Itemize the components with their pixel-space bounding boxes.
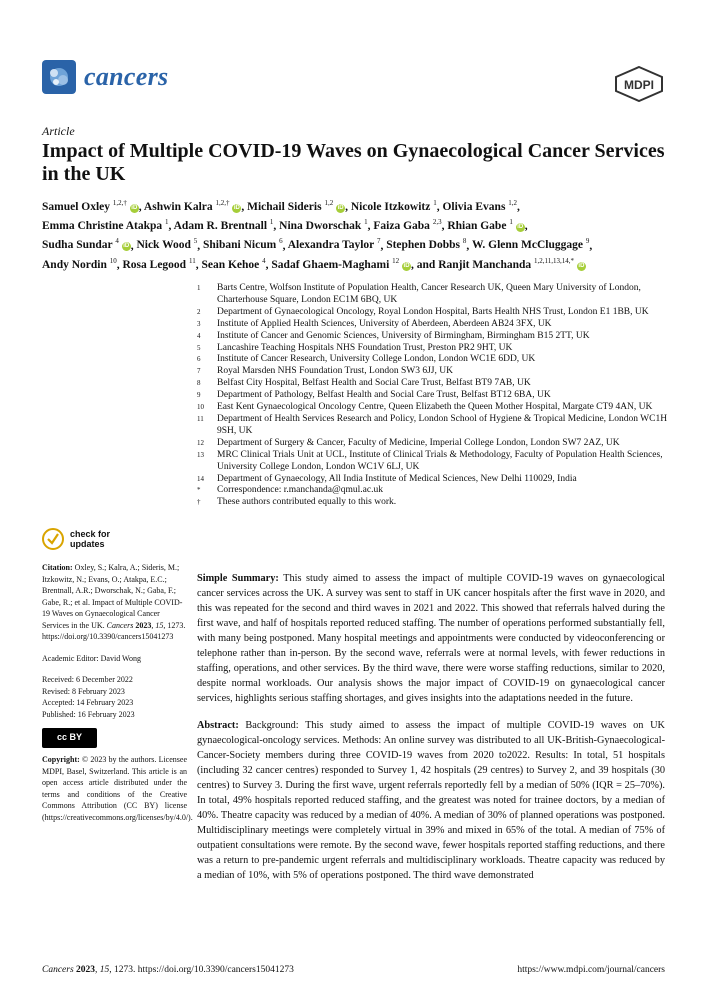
affiliation-number: 3: [197, 319, 201, 328]
affiliation-item: [197, 485, 677, 497]
author-affiliation-ref: 12: [392, 256, 400, 265]
author-name[interactable]: and Ranjit Manchanda $^{1,2,11,13,14,*}$: [416, 256, 575, 271]
affiliation-text: Lancashire Teaching Hospitals NHS Foundation Trust, Preston PR2 9HT, UK: [217, 342, 513, 353]
author-affiliation-ref: 1,2: [324, 199, 334, 207]
main-text: [197, 571, 665, 895]
author-affiliation-ref: 1: [269, 218, 274, 227]
affiliation-number: 13: [197, 450, 204, 459]
affiliation-text: Correspondence: r.manchanda@qmul.ac.uk: [217, 485, 383, 496]
author-name[interactable]: Sean Kehoe $^4$: [201, 256, 266, 271]
author-name[interactable]: Rosa Legood $^{11}$: [122, 256, 196, 271]
affiliation-text: Institute of Cancer and Genomic Sciences, University of Birmingham, Birmingham B15 2TT, UK: [217, 330, 590, 341]
affiliation-item: [197, 402, 677, 414]
author-affiliation-ref: 9: [585, 237, 590, 246]
affiliation-text: Barts Centre, Wolfson Institute of Population Health, Cancer Research UK, Queen Mary University of London, Charterhouse Square, London EC1M 6BQ, UK: [217, 283, 641, 305]
author-name[interactable]: Olivia Evans $^{1,2}$: [442, 199, 518, 213]
author-name[interactable]: Ashwin Kalra $^{1,2,\dagger}$: [143, 199, 230, 213]
simple-summary: Simple Summary: This study aimed to assess the impact of multiple COVID-19 waves on gynaecological cancer services across the UK. A survey was sent to staff in UK cancer hospitals after the first wave in 2020, and this was repeated for the second and third waves in 2021 and 2022. This showed that referrals halved during the first wave, and half of hospitals reported reduced staffing. The number of operations performed substantially fell, with many being postponed. Many hospital meetings and appointments were conducted by videoconferencing or telephone rather than in-person. By the second wave, referrals were at normal levels, with fewer reductions in staffing, operations, and other services. By the third wave, there were worse staffing reductions, similar to 2020, despite normal workloads. Our analysis shows the major impact of COVID-19 on gynaecological cancer services, highlights serious staffing shortages, and gives insights into the adaptations needed in the future.: [197, 573, 665, 704]
affiliation-item: [197, 438, 677, 450]
article-type: Article: [42, 124, 75, 138]
affiliation-number: 5: [197, 343, 201, 352]
received-date: Received: 6 December 2022: [42, 675, 133, 684]
affiliation-number: 2: [197, 307, 201, 316]
author-affiliation-ref: 11: [188, 256, 196, 265]
author-line: Emma Christine Atakpa $^1$, Adam R. Brentnall $^1$, Nina Dworschak $^1$, Faiza Gaba $^{2,3}$, Rhian Gabe $^1$ iD ,: [42, 218, 528, 233]
author-name[interactable]: Nicole Itzkowitz $^1$: [350, 199, 437, 213]
revised-date: Revised: 8 February 2023: [42, 686, 125, 696]
affiliation-item: [197, 474, 677, 486]
accepted-date: Accepted: 14 February 2023: [42, 698, 134, 707]
author-name[interactable]: Emma Christine Atakpa $^1$: [42, 218, 169, 233]
orcid-icon[interactable]: iD: [517, 224, 524, 231]
author-name[interactable]: Sadaf Ghaem-Maghami $^{12}$: [271, 256, 400, 271]
affiliation-number: 7: [197, 367, 201, 376]
author-name[interactable]: Sudha Sundar $^4$: [42, 237, 119, 252]
author-line: Samuel Oxley $^{1,2,\dagger}$ iD , Ashwin Kalra $^{1,2,\dagger}$ iD , Michail Sideris $^{1,2}$ iD , Nicole Itzkowitz $^1$, Olivia Evans $^{1,2}$,: [42, 199, 520, 213]
author-name[interactable]: Rhian Gabe $^1$: [447, 218, 513, 233]
abstract: Abstract: Background: This study aimed to assess the impact of multiple COVID-19 waves on UK gynaecological-oncology services. Methods: An online survey was distributed to all UK-British-Gynaecological-Cancer-Society members during three COVID-19 waves from 2020 to2022. Results: In total, 51 hospitals (including 32 cancer centres) responded to Survey 1, 42 hospitals (29 centres) to Survey 2, and 39 hospitals (30 centres) to Survey 3. During the first wave, urgent referrals reportedly fell by a median of 50% (IQR = 25–70%). In total, 49% hospitals reported reduced staffing, and the greatest was noted for trainee doctors, by a median of 40%. Theatre capacity was reduced by a median of 40%. A median of 30% of planned operations was postponed. Multidisciplinary meetings were completely virtual in 39% and mixed in 65% of the total. A median of 75% of outpatient consultations were remote. By the second wave, fewer hospitals reported staffing reductions, and there was a return to pre-pandemic urgent referrals and multidisciplinary workloads. Theatre capacity was reduced by a median of 10%, with 5% of operations postponed. The third wave demonstrated: [197, 720, 665, 881]
affiliation-text: Belfast City Hospital, Belfast Health and Social Care Trust, Belfast BT9 7AB, UK: [217, 378, 531, 389]
affiliation-number: 1: [197, 284, 201, 292]
affiliation-text: These authors contributed equally to this work.: [217, 497, 397, 508]
author-affiliation-ref: 5: [193, 237, 198, 246]
check-for-updates-button[interactable]: [42, 528, 187, 550]
journal-url[interactable]: https://www.mdpi.com/journal/cancers: [517, 965, 665, 975]
copyright-notice: Copyright: © 2023 by the authors. Licensee MDPI, Basel, Switzerland. This article is an open access article distributed under the terms and conditions of the Creative Commons Attribution (CC BY) license (https://creativecommons.org/licenses/by/4.0/).: [42, 755, 193, 822]
cancers-logo-icon: [42, 60, 76, 94]
affiliation-text: Department of Gynaecology, All India Institute of Medical Sciences, New Delhi 110029, India: [217, 473, 577, 484]
affiliation-text: Department of Gynaecological Oncology, Royal London Hospital, Barts Health NHS Trust, London E1 1BB, UK: [217, 306, 649, 317]
orcid-icon[interactable]: iD: [233, 204, 240, 211]
check-updates-icon: [42, 528, 64, 550]
affiliation-number: 4: [197, 331, 201, 340]
journal-logo[interactable]: [42, 60, 168, 94]
check-updates-label: check for updates: [70, 529, 111, 549]
author-name[interactable]: Stephen Dobbs $^8$: [386, 237, 467, 252]
author-name[interactable]: Faiza Gaba $^{2,3}$: [373, 218, 442, 233]
orcid-icon[interactable]: iD: [403, 262, 410, 269]
mdpi-logo[interactable]: [614, 66, 664, 102]
affiliation-text: East Kent Gynaecological Oncology Centre, Queen Elizabeth the Queen Mother Hospital, Margate CT9 4AN, UK: [217, 402, 653, 413]
author-affiliation-ref: 1: [165, 218, 169, 227]
author-affiliation-ref: 6: [279, 237, 283, 246]
author-name[interactable]: Alexandra Taylor $^7$: [287, 237, 381, 252]
publisher-name: MDPI: [624, 78, 654, 92]
orcid-icon[interactable]: iD: [131, 204, 138, 211]
author-affiliation-ref: 1,2,11,13,14,*: [534, 256, 575, 265]
author-name[interactable]: Nina Dworschak $^1$: [279, 218, 368, 233]
orcid-icon[interactable]: iD: [578, 262, 585, 269]
author-affiliation-ref: 4: [115, 237, 119, 246]
author-affiliation-ref: 1,2,†: [112, 199, 127, 207]
journal-name: cancers: [84, 62, 169, 91]
affiliation-text: Institute of Applied Health Sciences, University of Aberdeen, Aberdeen AB24 3FX, UK: [217, 318, 552, 329]
affiliation-text: Royal Marsden NHS Foundation Trust, London SW3 6JJ, UK: [217, 366, 453, 377]
author-name[interactable]: W. Glenn McCluggage $^9$: [471, 237, 590, 252]
affiliation-item: [197, 414, 677, 438]
affiliation-number: 11: [197, 414, 204, 423]
academic-editor: Academic Editor: David Wong: [42, 653, 141, 663]
author-name[interactable]: Adam R. Brentnall $^1$: [173, 218, 274, 233]
author-name[interactable]: Andy Nordin $^{10}$: [42, 256, 117, 271]
orcid-icon[interactable]: iD: [337, 204, 344, 211]
affiliation-text: Department of Pathology, Belfast Health and Social Care Trust, Belfast BT12 6BA, UK: [217, 390, 551, 401]
affiliation-item: [197, 307, 677, 319]
author-affiliation-ref: 7: [376, 237, 381, 246]
page-footer: [42, 965, 665, 975]
affiliation-number: 12: [197, 438, 204, 447]
affiliation-number: †: [197, 498, 201, 507]
citation: Citation: Oxley, S.; Kalra, A.; Sideris, M.; Itzkowitz, N.; Evans, O.; Atakpa, E.C.; Brentnall, A.R.; Dworschak, N.; Gaba, F.; Gabe, R.; et al. Impact of Multiple COVID-19 Waves on Gynaecological Cancer Services in the UK. Cancers 2023, 15, 1273. https://doi.org/10.3390/cancers15041273: [42, 563, 186, 641]
author-name[interactable]: Nick Wood $^5$: [136, 237, 198, 252]
author-affiliation-ref: 1,2,†: [215, 199, 230, 207]
affiliation-item: [197, 319, 677, 331]
author-affiliation-ref: 4: [262, 256, 266, 265]
sidebar: [42, 528, 193, 823]
affiliation-number: 8: [197, 379, 201, 388]
affiliation-number: 6: [197, 355, 201, 364]
affiliation-number: 10: [197, 403, 204, 412]
affiliations: [197, 283, 677, 509]
affiliation-item: [197, 354, 677, 366]
author-line: Sudha Sundar $^4$ iD , Nick Wood $^5$, Shibani Nicum $^6$, Alexandra Taylor $^7$, Stephen Dobbs $^8$, W. Glenn McCluggage $^9$,: [42, 237, 593, 252]
affiliation-item: [197, 450, 677, 474]
affiliation-item: [197, 343, 677, 355]
author-affiliation-ref: 1: [433, 199, 437, 207]
author-affiliation-ref: 10: [109, 256, 117, 265]
cc-by-license-icon[interactable]: cc BY: [42, 728, 97, 748]
author-affiliation-ref: 2,3: [432, 218, 442, 227]
affiliation-number: *: [197, 486, 201, 495]
affiliation-item: [197, 378, 677, 390]
affiliation-text: Department of Health Services Research and Policy, London School of Hygiene & Tropical Medicine, London WC1H 9SH, UK: [217, 413, 668, 436]
author-list: [42, 196, 682, 273]
affiliation-text: Institute of Cancer Research, University College London, London WC1E 6DD, UK: [217, 354, 536, 365]
page-title: Impact of Multiple COVID-19 Waves on Gynaecological Cancer Services in the UK: [42, 140, 665, 185]
affiliation-item: [197, 497, 677, 509]
affiliation-item: [197, 390, 677, 402]
author-affiliation-ref: 1,2: [508, 199, 518, 207]
affiliation-text: Department of Surgery & Cancer, Faculty of Medicine, Imperial College London, London SW7 2AZ, UK: [217, 437, 620, 448]
author-affiliation-ref: 1: [364, 218, 368, 227]
author-affiliation-ref: 1: [509, 218, 513, 227]
author-name[interactable]: Shibani Nicum $^6$: [203, 237, 283, 252]
affiliation-text: MRC Clinical Trials Unit at UCL, Institute of Clinical Trials & Methodology, Faculty of Population Health Sciences, University College London, London WC1V 6LJ, UK: [217, 449, 663, 472]
affiliation-number: 14: [197, 474, 204, 483]
affiliation-item: [197, 331, 677, 343]
author-name[interactable]: Samuel Oxley $^{1,2,\dagger}$: [42, 199, 127, 213]
affiliation-number: 9: [197, 391, 201, 400]
author-name[interactable]: Michail Sideris $^{1,2}$: [247, 199, 334, 213]
author-affiliation-ref: 8: [462, 237, 467, 246]
footer-citation: Cancers 2023, 15, 1273. https://doi.org/10.3390/cancers15041273: [42, 965, 294, 975]
affiliation-item: [197, 283, 677, 307]
author-line: Andy Nordin $^{10}$, Rosa Legood $^{11}$, Sean Kehoe $^4$, Sadaf Ghaem-Maghami $^{12}$ iD , and Ranjit Manchanda $^{1,2,11,13,14,*}$ iD: [42, 256, 585, 271]
affiliation-item: [197, 366, 677, 378]
published-date: Published: 16 February 2023: [42, 709, 135, 719]
orcid-icon[interactable]: iD: [123, 243, 130, 250]
